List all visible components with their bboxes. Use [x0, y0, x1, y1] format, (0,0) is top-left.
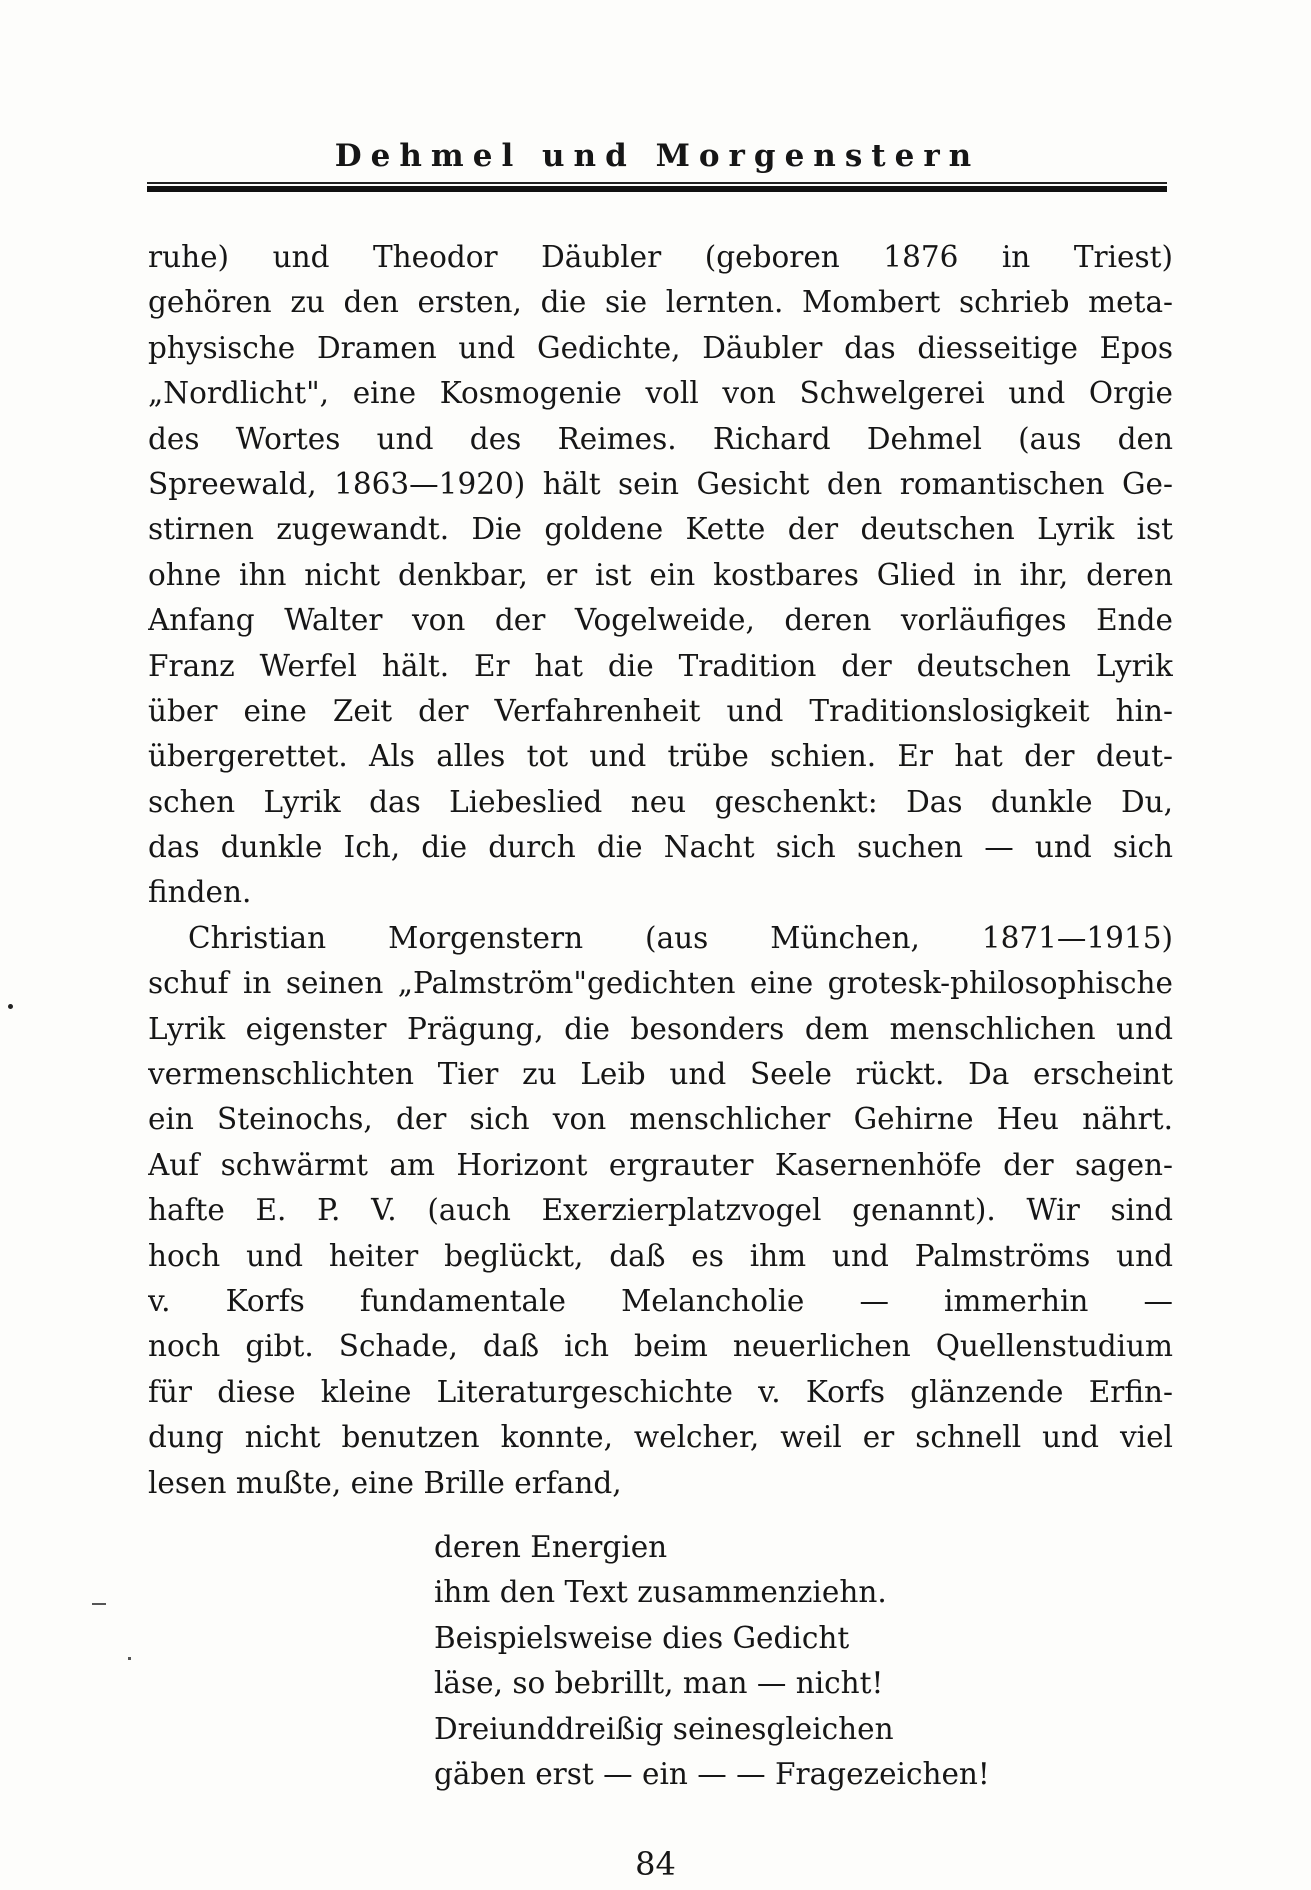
poem-block [434, 1525, 990, 1797]
text-line: Spreewald, 1863—1920) hält sein Gesicht den romantischen Ge- [148, 466, 1173, 501]
poem-line: deren Energien [434, 1530, 668, 1564]
text-line: v. Korfs fundamentale Melancholie — immerhin — [148, 1283, 1173, 1318]
text-line: ohne ihn nicht denkbar, er ist ein kostbares Glied in ihr, deren [148, 557, 1173, 592]
text-line: übergerettet. Als alles tot und trübe schien. Er hat der deut- [148, 739, 1173, 774]
text-line: des Wortes und des Reimes. Richard Dehmel (aus den [148, 421, 1173, 456]
text-line: hafte E. P. V. (auch Exerzierplatzvogel genannt). Wir sind [148, 1193, 1173, 1228]
text-line: dung nicht benutzen konnte, welcher, weil er schnell und viel [148, 1420, 1173, 1455]
text-line: finden. [148, 875, 252, 910]
text-line: noch gibt. Schade, daß ich beim neuerlichen Quellenstudium [148, 1329, 1173, 1364]
poem-line: läse, so bebrillt, man — nicht! [434, 1666, 884, 1701]
text-line: physische Dramen und Gedichte, Däubler das diesseitige Epos [148, 330, 1173, 365]
print-speck [8, 1004, 13, 1009]
text-line: stirnen zugewandt. Die goldene Kette der deutschen Lyrik ist [148, 512, 1173, 547]
text-line: Christian Morgenstern (aus München, 1871—1915) [188, 920, 1173, 955]
print-speck [92, 1603, 106, 1605]
poem-line: gäben erst — ein — — Fragezeichen! [434, 1756, 990, 1791]
page-number: 84 [635, 1845, 676, 1883]
poem-line: ihm den Text zusammenziehn. [434, 1575, 887, 1610]
text-line: vermenschlichten Tier zu Leib und Seele rückt. Da erscheint [148, 1057, 1173, 1092]
text-line: gehören zu den ersten, die sie lernten. Mombert schrieb meta- [148, 285, 1173, 320]
text-line: hoch und heiter beglückt, daß es ihm und Palmströms und [148, 1238, 1173, 1273]
text-line: das dunkle Ich, die durch die Nacht sich suchen — und sich [148, 830, 1173, 865]
text-line: „Nordlicht", eine Kosmogenie voll von Schwelgerei und Orgie [148, 376, 1173, 411]
body-text [148, 235, 1173, 1506]
poem-line: Beispielsweise dies Gedicht [434, 1620, 850, 1655]
text-line: Anfang Walter von der Vogelweide, deren vorläufiges Ende [148, 603, 1173, 638]
text-line: für diese kleine Literaturgeschichte v. Korfs glänzende Erfin- [148, 1374, 1173, 1409]
print-speck [128, 1657, 131, 1660]
header-rule-thick [147, 186, 1167, 192]
text-line: ruhe) und Theodor Däubler (geboren 1876 in Triest) [148, 240, 1173, 274]
text-line: Lyrik eigenster Prägung, die besonders dem menschlichen und [148, 1011, 1173, 1046]
poem-line: Dreiunddreißig seinesgleichen [434, 1711, 894, 1746]
text-line: schen Lyrik das Liebeslied neu geschenkt: Das dunkle Du, [148, 784, 1173, 819]
text-line: über eine Zeit der Verfahrenheit und Traditionslosigkeit hin- [148, 693, 1173, 728]
text-line: lesen mußte, eine Brille erfand, [148, 1465, 622, 1500]
text-line: Auf schwärmt am Horizont ergrauter Kasernenhöfe der sagen- [148, 1147, 1173, 1182]
running-header: Dehmel und Morgenstern [334, 138, 981, 174]
header-rule-thin [147, 182, 1167, 184]
text-line: schuf in seinen „Palmström"gedichten eine grotesk-philosophische [148, 966, 1173, 1001]
text-line: ein Steinochs, der sich von menschlicher Gehirne Heu nährt. [148, 1102, 1173, 1137]
text-line: Franz Werfel hält. Er hat die Tradition der deutschen Lyrik [148, 648, 1173, 683]
